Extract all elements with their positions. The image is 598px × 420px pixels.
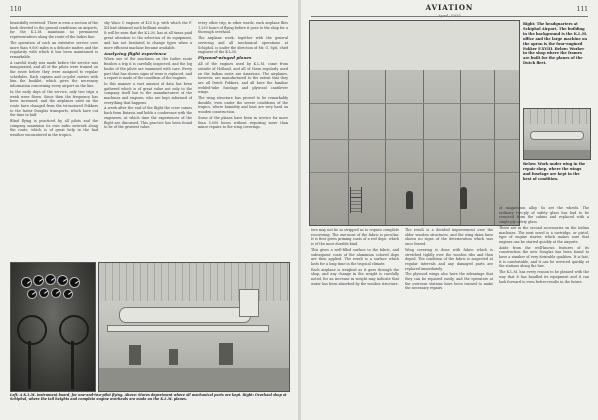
paragraph: A week after the end of the flight the crew comes back from Batavia and holds a conference with the engineers, at which time the experiences of the flight are discussed. This practice has been found to be of the greatest value. — [104, 106, 192, 130]
left-page — [0, 0, 298, 420]
paragraph: beautifully reviewed. There is even a section of the book devoted to the ground conditions on airports, for the K.L.M. maintains no permanent representatives along the route of the Indies line. — [10, 21, 98, 40]
page-number-right: 111 — [576, 6, 588, 13]
wing-workshop-photo — [309, 20, 520, 226]
paragraph: All of the engines used by K.L.M. come from outside of Holland, and all of them regularly used on the Indian route are American. The airplanes, however, are manufactured to the extent that they are all Dutch Fokkers, and all have the familiar welded-tube fuselage and plywood cantilever wings. — [198, 62, 288, 95]
paragraph: In the early days of the service, only two trips a week were flown. Since then the frequency has been increased, and the airplanes used on the route have changed from the tri-motored Fokkers to the faster Douglas transports, which have cut the time in half. — [10, 89, 98, 118]
paragraph: This gives a well-filled surface to the fabric, and subsequent coats of the aluminum colored dope are then applied. The result is a surface which lasts for a long time in the tropical climate. — [311, 247, 399, 266]
left-page-column-1 — [10, 21, 98, 256]
headquarters-photo — [523, 108, 591, 160]
section-heading: Plywood-winged planes — [198, 55, 252, 61]
paragraph: When one of the machines on the Indies route finishes a trip it is carefully inspected, and the log books of the pilots are examined with care. Every part that has shown signs of wear is replaced, and a report is made of the condition of the engines. — [104, 57, 192, 81]
paragraph: A careful study was made before the service was inaugurated, and all of the pilots were trained on the route before they were assigned to regular schedules. Each captain and co-pilot carries with him the booklet, which gives the necessary information concerning every airport on the line. — [10, 60, 98, 89]
paragraph: There are in the second accessories on the Indian machines. The next novel is a cartridge, or pistol, type of engine starter, which makes sure that engines can be started quickly at the airports. — [499, 225, 589, 244]
paragraph: Wing covering is done with fabric which is stretched tightly over the wooden ribs and then doped. The condition of the fabric is inspected at regular intervals and any damaged parts are replaced immediately. — [405, 247, 493, 271]
side-caption-top: Right: The headquarters at Schiphol Airport. The building in the background is the K.L.M. office and the large machine on the apron is the four-engined Fokker F.XVIII. Below: Worker in the shop where the frames are built for the planes of the Dutch fleet. — [523, 22, 588, 66]
side-caption-bottom: Below: Work under wing in the repair shop, where the wings and fuselage are kept in the best of condition. — [523, 162, 586, 181]
paragraph: Some of the planes have been in service for more than 5,000 hours without requiring more than minor repairs to the wing coverings. — [198, 115, 288, 130]
paragraph: every other trip; in other words, each airplane flies 1,250 hours of flying before it goes to the shop for a thorough overhaul. — [198, 21, 288, 35]
paragraph: The K.L.M. has every reason to be pleased with the way that it has handled its equipment and it can look forward to even better results in the future. — [499, 270, 589, 284]
paragraph: The airplane work, together with the general servicing and all mechanical operations at Schiphol, is under the direction of Mr. G. Spit, chief engineer of the K.L.M. — [198, 36, 288, 55]
paragraph: Blind flying is practiced by all pilots and the company maintains its own radio network along the route, which is of great help in the bad weather encountered in the tropics. — [10, 119, 98, 138]
paragraph: Each airplane is weighed as it goes through the shop, and any change in the weight is carefully noted, for an increase in weight may indicate that water has been absorbed by the wooden structure. — [311, 267, 399, 286]
section-heading: Analyzing flight experience — [104, 50, 167, 56]
header-rule-left — [10, 16, 288, 17]
running-date: April, 1935 — [438, 13, 461, 18]
photo-caption-left: Left: A K.L.M. instrument board, for one-and-two-pilot flying. Above: Stores department where all mechanical parts are kept. Right: Overhaul shop at Schiphol, where the tail heights and complete engine overhauls are made on the K.L.M. planes. — [10, 393, 287, 402]
right-page-column-1 — [311, 228, 399, 414]
overhaul-shop-photo — [98, 262, 290, 392]
paragraph: It will be seen that the K.L.M. has at all times paid great attention to the selection of its equipment, and has not hesitated to change types when a more efficient machine became available. — [104, 31, 192, 50]
paragraph: shy Waco C engines of 425 h.p. with which the F. XII had obtained such brilliant results. — [104, 21, 192, 30]
right-page-column-2 — [405, 228, 493, 414]
left-page-column-2 — [104, 21, 192, 256]
paragraph: ters may not be so stripped as to require complete recovering. The one-most of the fabric is peculiar. It is first given priming coats of a red dope, which is of the most durable kind. — [311, 228, 399, 247]
right-page — [301, 0, 598, 420]
paragraph: of magnesium alloy. So are the wheels. The ordinary two-ply of safety glass has had to be removed from the cabins and replaced with a single-ply safety glass. — [499, 206, 589, 225]
paragraph: The plywood wings also have the advantage that they can be repaired easily, and the operators at the overseas stations have been trained to make the necessary repairs. — [405, 272, 493, 291]
header-rule-right — [311, 16, 588, 17]
running-title: AVIATION — [425, 3, 474, 12]
page-number-left: 110 — [10, 6, 22, 13]
left-page-column-3 — [198, 21, 288, 256]
paragraph: The wing structure has proved to be remarkably durable, even under the severe conditions of the tropics, where humidity and heat are very hard on wooden construction. — [198, 96, 288, 115]
paragraph: In this manner a vast amount of data has been gathered which is of great value not only to the company itself but to the manufacturers of the machines and engines, who are kept informed of everything that happens. — [104, 81, 192, 105]
cockpit-photo — [10, 262, 96, 392]
paragraph: Aside from the well-known features of its construction the new Douglas has been found to have a number of very desirable qualities. It is fast, it is comfortable, and it can be serviced quickly at the stations along the line. — [499, 245, 589, 269]
paragraph: The operation of such an extensive service over more than 9,000 miles is a delicate matter, and the regularity with which it has been maintained is remarkable. — [10, 40, 98, 59]
paragraph: The result is a decided improvement over the older wooden structures, and the wing skins have shown no signs of the deterioration which was once feared. — [405, 228, 493, 247]
right-page-column-3 — [499, 206, 589, 414]
